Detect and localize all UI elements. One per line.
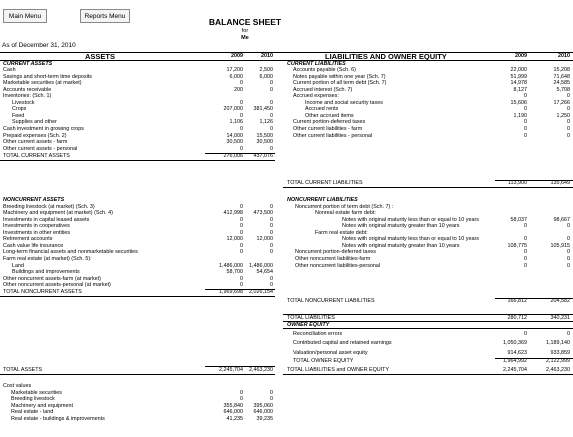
- value-cell: 395,060: [253, 402, 273, 409]
- value-cell: 0: [270, 203, 273, 210]
- row-label: Marketable securities (at market): [3, 80, 82, 87]
- value-cell: 0: [240, 389, 243, 396]
- row-label: Savings and short-term time deposits: [3, 73, 92, 80]
- owner-equity-heading: OWNER EQUITY: [287, 321, 330, 328]
- year-2009-header: 2009: [515, 53, 527, 59]
- noncurrent-assets-heading: NONCURRENT ASSETS: [3, 197, 65, 203]
- value-cell: 41,235: [226, 415, 243, 422]
- value-cell: 0: [270, 396, 273, 403]
- row-label: Cash: [3, 67, 16, 74]
- value-cell: 473,500: [253, 210, 273, 217]
- row-label: Notes with original maturity less than or equal to 10 years: [342, 236, 479, 243]
- value-cell: 0: [270, 145, 273, 152]
- row-label: Breeding livestock (at market) (Sch. 3): [3, 203, 95, 210]
- row-label: Income and social security taxes: [305, 99, 383, 106]
- value-cell: 0: [524, 126, 527, 132]
- row-label: Notes with original maturity less than or equal to 10 years: [342, 216, 479, 223]
- value-cell: 1,106: [229, 119, 243, 126]
- total-liabilities-2010: 340,231: [550, 314, 570, 321]
- value-cell: 2,500: [259, 67, 273, 74]
- value-cell: 381,450: [253, 106, 273, 113]
- row-label: Buildings and improvements: [12, 269, 80, 276]
- total-liabilities-equity-label: TOTAL LIABILITIES and OWNER EQUITY: [287, 367, 390, 373]
- value-cell: 0: [240, 112, 243, 119]
- row-label: Valuation/personal asset equity: [293, 350, 368, 357]
- value-cell: 6,000: [259, 73, 273, 80]
- row-label: Cash investment in growing crops: [3, 126, 84, 132]
- value-cell: 15,606: [510, 99, 527, 106]
- value-cell: 108,775: [507, 242, 527, 249]
- row-label: Investments in cooperatives: [3, 223, 70, 230]
- row-label: Noncurrent portion of term debt (Sch. 7) :: [295, 203, 394, 210]
- total-liabilities-2009: 280,712: [507, 314, 527, 321]
- value-cell: 1,050,369: [503, 340, 527, 347]
- value-cell: 0: [270, 216, 273, 223]
- year-2010-header: 2010: [558, 53, 570, 59]
- row-label: Current portion of all term debt (Sch. 7): [293, 80, 387, 87]
- value-cell: 0: [240, 229, 243, 236]
- value-cell: 12,000: [226, 236, 243, 243]
- year-2010-header: 2010: [261, 53, 273, 59]
- row-label: Feed: [12, 112, 25, 119]
- value-cell: 14,978: [510, 80, 527, 87]
- row-label: Investments in capital leased assets: [3, 216, 90, 223]
- value-cell: 0: [524, 262, 527, 269]
- value-cell: 646,000: [223, 409, 243, 416]
- assets-heading: ASSETS: [85, 51, 116, 61]
- value-cell: 0: [524, 249, 527, 256]
- value-cell: 0: [567, 119, 570, 126]
- value-cell: 0: [270, 86, 273, 93]
- row-label: Machinery and equipment: [11, 402, 74, 409]
- value-cell: 0: [524, 236, 527, 243]
- value-cell: 0: [270, 249, 273, 256]
- total-current-assets-label: TOTAL CURRENT ASSETS: [3, 152, 70, 159]
- total-assets-2010: 2,463,230: [249, 367, 273, 373]
- total-liabilities-label: TOTAL LIABILITIES: [287, 314, 335, 321]
- row-label: Farm real estate debt:: [315, 229, 368, 236]
- value-cell: 0: [524, 330, 527, 337]
- row-label: Reconciliation errors: [293, 330, 343, 337]
- value-cell: 0: [524, 255, 527, 262]
- row-label: Machinery and equipment (at market) (Sch. 4): [3, 210, 113, 217]
- row-label: Farm real estate (at market) (Sch. 5):: [3, 255, 92, 262]
- value-cell: 646,000: [253, 409, 273, 416]
- value-cell: 14,000: [226, 132, 243, 139]
- section-rule: [283, 328, 573, 329]
- row-label: Prepaid expenses (Sch. 2): [3, 132, 67, 139]
- row-label: Real estate - buildings & improvements: [11, 415, 105, 422]
- total-noncurrent-assets-label: TOTAL NONCURRENT ASSETS: [3, 289, 82, 296]
- value-cell: 0: [270, 126, 273, 132]
- total-current-liabilities-2010: 135,649: [550, 180, 570, 186]
- row-label: Supplies and other: [12, 119, 57, 126]
- value-cell: 0: [524, 132, 527, 139]
- value-cell: 0: [240, 126, 243, 132]
- total-noncurrent-assets-2009: 1,969,698: [219, 289, 243, 296]
- value-cell: 0: [240, 242, 243, 249]
- value-cell: 0: [567, 132, 570, 139]
- value-cell: 0: [567, 223, 570, 230]
- value-cell: 12,000: [256, 236, 273, 243]
- current-assets-heading: CURRENT ASSETS: [3, 60, 53, 67]
- year-2009-header: 2009: [231, 53, 243, 59]
- row-label: Other current liabilities - personal: [293, 132, 373, 139]
- value-cell: 17,200: [226, 67, 243, 74]
- value-cell: 51,999: [510, 73, 527, 80]
- row-label: Long-term financial assets and nonmarketable securities: [3, 249, 138, 256]
- row-label: Other current liabilities - farm: [293, 126, 363, 132]
- total-noncurrent-liabilities-2009: 166,812: [507, 298, 527, 304]
- value-cell: 71,648: [553, 73, 570, 80]
- value-cell: 412,998: [223, 210, 243, 217]
- row-label: Accrued rents: [305, 106, 339, 113]
- value-cell: 54,654: [256, 269, 273, 276]
- total-owner-equity-2009: 1,964,992: [503, 358, 527, 364]
- total-liabilities-equity-2010: 2,463,230: [546, 367, 570, 373]
- row-label: Accrued expenses:: [293, 93, 339, 100]
- total-current-assets-2010: 437,076: [253, 152, 273, 159]
- row-label: Accrued interest (Sch. 7): [293, 86, 353, 93]
- value-cell: 0: [240, 275, 243, 282]
- value-cell: 0: [524, 93, 527, 100]
- value-cell: 0: [524, 106, 527, 113]
- page-title: BALANCE SHEET: [208, 17, 282, 27]
- row-label: Breeding livestock: [11, 396, 55, 403]
- value-cell: 0: [270, 223, 273, 230]
- value-cell: 30,500: [226, 139, 243, 146]
- value-cell: 1,486,000: [219, 262, 243, 269]
- value-cell: 98,667: [553, 216, 570, 223]
- value-cell: 8,127: [513, 86, 527, 93]
- section-rule: [283, 187, 573, 188]
- value-cell: 30,500: [256, 139, 273, 146]
- value-cell: 105,915: [550, 242, 570, 249]
- row-label: Livestock: [12, 99, 35, 106]
- cost-values-heading: Cost values: [3, 383, 32, 389]
- row-label: Other current assets - farm: [3, 139, 68, 146]
- value-cell: 0: [240, 282, 243, 289]
- value-cell: 914,623: [507, 350, 527, 357]
- value-cell: 0: [270, 112, 273, 119]
- value-cell: 0: [240, 223, 243, 230]
- value-cell: 6,000: [229, 73, 243, 80]
- value-cell: 0: [270, 282, 273, 289]
- row-label: Crops: [12, 106, 27, 113]
- section-rule: [283, 374, 573, 375]
- value-cell: 207,000: [223, 106, 243, 113]
- value-cell: 22,000: [510, 67, 527, 74]
- row-label: Inventories: (Sch. 1): [3, 93, 52, 100]
- total-current-liabilities-2009: 113,900: [507, 180, 527, 186]
- value-cell: 5,708: [556, 86, 570, 93]
- row-label: Other accrued items: [305, 112, 354, 119]
- value-cell: 1,190: [513, 112, 527, 119]
- row-label: Retirement accounts: [3, 236, 53, 243]
- value-cell: 58,700: [226, 269, 243, 276]
- row-label: Notes with original maturity greater than 10 years: [342, 242, 460, 249]
- value-cell: 1,189,140: [546, 340, 570, 347]
- total-owner-equity-label: TOTAL OWNER EQUITY: [293, 358, 354, 364]
- value-cell: 0: [567, 126, 570, 132]
- row-label: Investments in other entities: [3, 229, 71, 236]
- value-cell: 0: [270, 99, 273, 106]
- row-label: Contributed capital and retained earnings: [293, 340, 392, 347]
- value-cell: 0: [240, 203, 243, 210]
- value-cell: 355,840: [223, 402, 243, 409]
- value-cell: 15,500: [256, 132, 273, 139]
- row-label: Nonreal estate farm debt:: [315, 210, 376, 217]
- value-cell: 0: [524, 223, 527, 230]
- total-current-liabilities-label: TOTAL CURRENT LIABILITIES: [287, 180, 363, 186]
- value-cell: 0: [240, 396, 243, 403]
- value-cell: 0: [270, 242, 273, 249]
- value-cell: 39,235: [256, 415, 273, 422]
- value-cell: 200: [234, 86, 243, 93]
- row-label: Land: [12, 262, 24, 269]
- value-cell: 17,266: [553, 99, 570, 106]
- value-cell: 0: [524, 119, 527, 126]
- total-noncurrent-assets-2010: 2,026,154: [249, 289, 273, 296]
- value-cell: 1,126: [259, 119, 273, 126]
- value-cell: 0: [270, 229, 273, 236]
- value-cell: 0: [240, 249, 243, 256]
- row-label: Accounts receivable: [3, 86, 52, 93]
- value-cell: 0: [567, 93, 570, 100]
- value-cell: 0: [240, 99, 243, 106]
- reports-menu-button[interactable]: Reports Menu: [80, 9, 130, 23]
- row-label: Current portion-deferred taxes: [293, 119, 366, 126]
- total-assets-label: TOTAL ASSETS: [3, 367, 43, 373]
- value-cell: 0: [240, 80, 243, 87]
- value-cell: 0: [270, 80, 273, 87]
- total-assets-2009: 2,245,704: [219, 367, 243, 373]
- value-cell: 58,037: [510, 216, 527, 223]
- row-label: Noncurrent portion-deferred taxes: [295, 249, 376, 256]
- main-menu-button[interactable]: Main Menu: [3, 9, 47, 23]
- value-cell: 933,859: [550, 350, 570, 357]
- row-label: Other noncurrent liabilities-farm: [295, 255, 371, 262]
- value-cell: 15,208: [553, 67, 570, 74]
- total-owner-equity-2010: 2,122,999: [546, 358, 570, 364]
- current-liabilities-heading: CURRENT LIABILITIES: [287, 60, 346, 67]
- entity-name: Me: [241, 35, 249, 41]
- total-noncurrent-liabilities-2010: 204,582: [550, 298, 570, 304]
- value-cell: 1,250: [556, 112, 570, 119]
- row-label: Notes payable within one year (Sch. 7): [293, 73, 386, 80]
- for-label: for: [241, 28, 249, 34]
- value-cell: 0: [567, 330, 570, 337]
- value-cell: 24,585: [553, 80, 570, 87]
- value-cell: 0: [240, 145, 243, 152]
- section-rule: [0, 374, 275, 375]
- row-label: Notes with original maturity greater than 10 years: [342, 223, 460, 230]
- value-cell: 0: [270, 389, 273, 396]
- value-cell: 0: [270, 275, 273, 282]
- row-label: Accounts payable (Sch. 6): [293, 67, 356, 74]
- row-label: Other noncurrent liabilities-personal: [295, 262, 381, 269]
- section-rule: [0, 296, 275, 297]
- value-cell: 0: [567, 236, 570, 243]
- row-label: Marketable securities: [11, 389, 62, 396]
- total-current-assets-2009: 276,006: [223, 152, 243, 159]
- value-cell: 0: [567, 262, 570, 269]
- as-of-date: As of December 31, 2010: [2, 42, 76, 49]
- value-cell: 1,486,000: [249, 262, 273, 269]
- liabilities-heading: LIABILITIES AND OWNER EQUITY: [325, 51, 447, 61]
- value-cell: 0: [567, 255, 570, 262]
- total-liabilities-equity-2009: 2,245,704: [503, 367, 527, 373]
- row-label: Other current assets - personal: [3, 145, 78, 152]
- total-noncurrent-liabilities-label: TOTAL NONCURRENT LIABILITIES: [287, 298, 375, 304]
- row-label: Other noncurrent assets-farm (at market): [3, 275, 101, 282]
- section-rule: [0, 160, 275, 161]
- value-cell: 0: [567, 249, 570, 256]
- noncurrent-liabilities-heading: NONCURRENT LIABILITIES: [287, 197, 358, 203]
- row-label: Other noncurrent assets-personal (at market): [3, 282, 111, 289]
- value-cell: 0: [240, 216, 243, 223]
- row-label: Real estate - land: [11, 409, 54, 416]
- value-cell: 0: [567, 106, 570, 113]
- row-label: Cash value life insurance: [3, 242, 64, 249]
